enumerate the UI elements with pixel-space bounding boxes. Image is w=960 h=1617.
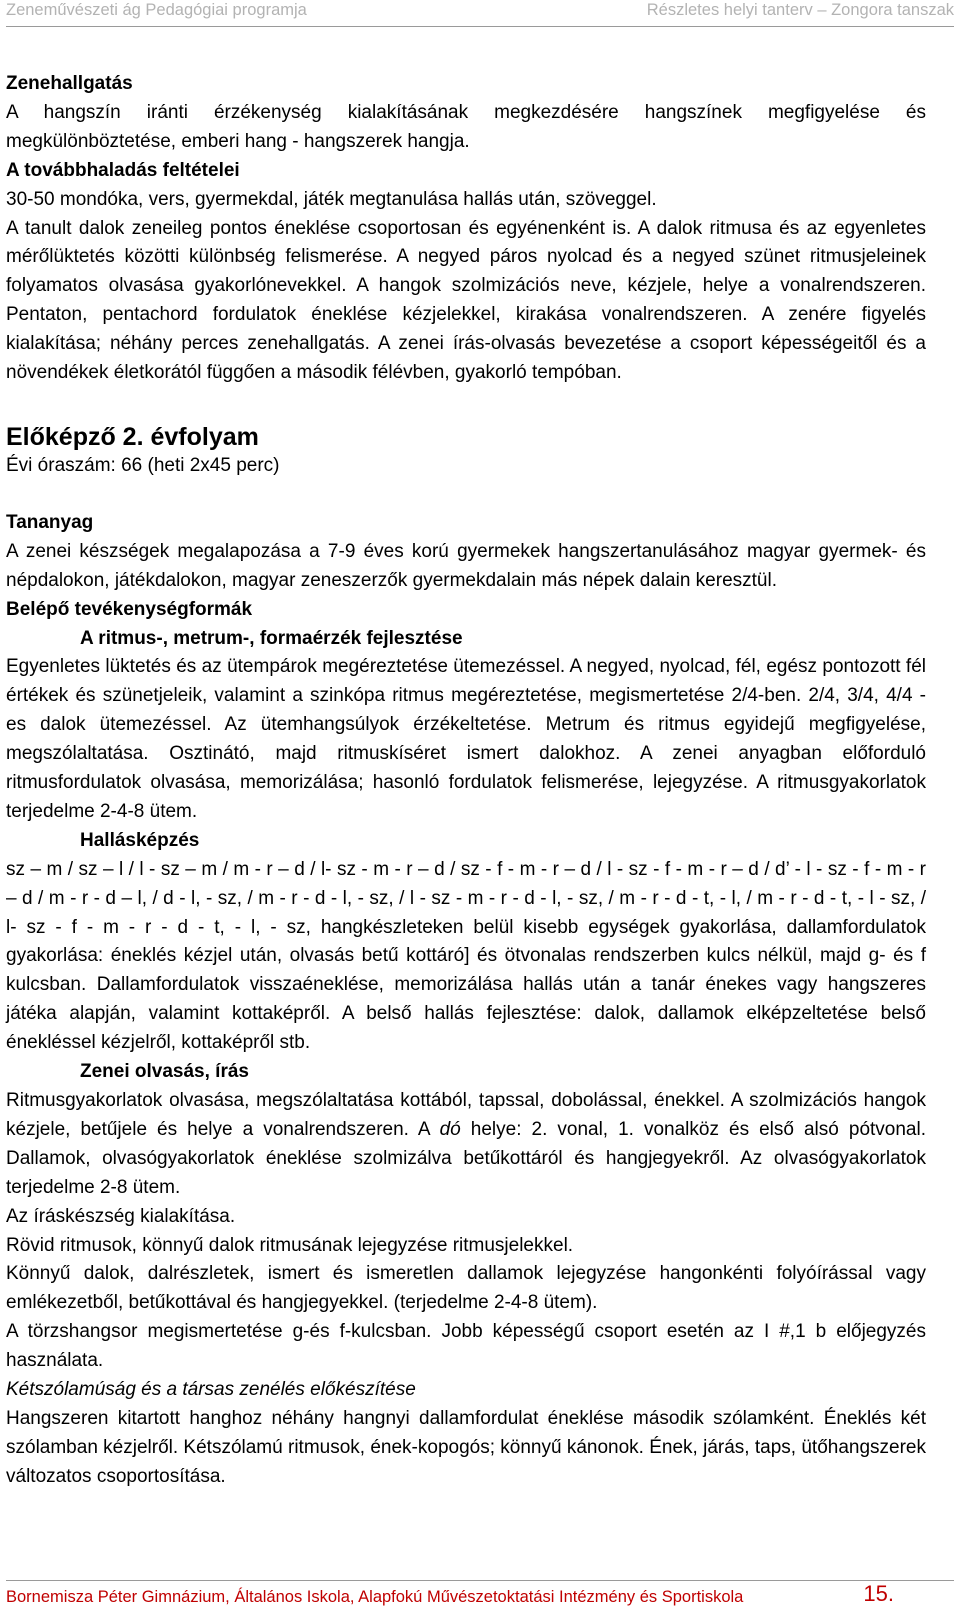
subheading-olvasas: Zenei olvasás, írás <box>80 1061 249 1083</box>
header-right-text: Részletes helyi tanterv – Zongora tanszak <box>646 1 954 19</box>
paragraph: 30-50 mondóka, vers, gyermekdal, játék megtanulása hallás után, szöveggel. <box>6 188 657 210</box>
paragraph: A hangszín iránti érzékenység kialakításának megkezdésére hangszínek megfigyelése és megkülönböztetése, emberi hang - hangszerek hangja. <box>6 101 926 152</box>
footer-institution: Bornemisza Péter Gimnázium, Általános Iskola, Alapfokú Művészetoktatási Intézmény és Sportiskola <box>6 1588 744 1606</box>
paragraph: A zenei készségek megalapozása a 7-9 éves korú gyermekek hangszertanulásához magyar gyermek- és népdalokon, játékdalokon, magyar zeneszerzők gyermekdalain más népek dalain keresztül. <box>6 540 926 591</box>
text-run: Ritmusgyakorlatok olvasása, megszólaltatása kottából, tapssal, dobolással, énekkel. A szolmizációs hangok kézjele, betűjele és helye a vonalrendszeren. A <box>6 1090 926 1140</box>
document-body <box>6 70 926 1492</box>
paragraph: Hangszeren kitartott hanghoz néhány hangnyi dallamfordulat éneklése második szólamként. Éneklés két szólamban kézjelről. Kétszólamú ritmusok, ének-kopogós; könnyű kánonok. Ének, járás, taps, ütőhangszerek változatos csoportosítása. <box>6 1407 926 1487</box>
section-title-grade: Előképző 2. évfolyam <box>6 422 259 451</box>
paragraph: sz – m / sz – l / l - sz – m / m - r – d / l- sz - m - r – d / sz - f - m - r – d / l - sz - f - m - r – d / d’ - l - sz - f - m - r – d / m - r - d – l, / d - l, - sz, / m - r - d - l, - sz, / l - sz - m - r - d - l, - sz, / m - r - d - t, - l, / m - r - d - t, - l - sz, / l- sz - f - m - r - d - t, - l, - sz, hangkészleteken belül kisebb egységek gyakorlása, dallamfordulatok gyakorlása: éneklés kézjel után, olvasás betű kottáró] és ötvonalas rendszerben kulcs nélkül, majd g- és f kulcsban. Dallamfordulatok visszaéneklése, memorizálása hallás után a tanár énekes vagy hangszeres játéka alapján, valamint kottaképről. A belső hallás fejlesztése: dalok, dallamok elképzeltetése belső énekléssel kézjelről, kottaképről stb. <box>6 858 926 1054</box>
text-run: helye: 2. vonal, 1. vonalköz és első alsó pótvonal. Dallamok, olvasógyakorlatok éneklése szolmizálva betűkottáról és hangjegyekről. Az olvasógyakorlatok terjedelme 2-8 ütem. <box>6 1118 926 1198</box>
subheading-tananyag: Tananyag <box>6 511 94 533</box>
page-header <box>6 0 954 27</box>
paragraph <box>6 1087 926 1203</box>
paragraph: A tanult dalok zeneileg pontos éneklése csoportosan és egyénenként is. A dalok ritmusa és az egyenletes mérőlüktetés közötti különbség felismerése. A negyed páros nyolcad és a negyed szünet ritmusjeleinek folyamatos olvasása gyakorlónevekkel. A hangok szolmizációs neve, kézjele, helye a vonalrendszeren. Pentaton, pentachord fordulatok éneklése kézjelekkel, kirakása vonalrendszeren. A zenére figyelés kialakítása; néhány perces zenehallgatás. A zenei írás-olvasás bevezetése a csoport képességeitől és a növendékek életkorától függően a második félévben, gyakorló tempóban. <box>6 217 926 384</box>
paragraph: Rövid ritmusok, könnyű dalok ritmusának lejegyzése ritmusjelekkel. <box>6 1234 574 1256</box>
paragraph: A törzshangsor megismertetése g-és f-kulcsban. Jobb képességű csoport esetén az I #,1 b előjegyzés használata. <box>6 1321 926 1372</box>
subheading-hallaskepzes: Hallásképzés <box>80 829 200 851</box>
text-run-italic: dó <box>439 1118 461 1140</box>
paragraph: Az íráskészség kialakítása. <box>6 1205 236 1227</box>
subheading-ketszolamusag: Kétszólamúság és a társas zenélés előkészítése <box>6 1379 416 1401</box>
subheading-ritmus: A ritmus-, metrum-, formaérzék fejlesztése <box>80 627 463 649</box>
section-title-zenehallgatas: Zenehallgatás <box>6 73 133 94</box>
paragraph: Könnyű dalok, dalrészletek, ismert és ismeretlen dallamok lejegyzése hangonkénti folyóírással vagy emlékezetből, betűkottával és hangjegyekkel. (terjedelme 2-4-8 ütem). <box>6 1263 926 1314</box>
header-left-text: Zeneművészeti ág Pedagógiai programja <box>6 1 307 19</box>
subheading-belepo: Belépő tevékenységformák <box>6 598 253 620</box>
page-footer <box>6 1580 954 1611</box>
hours-line: Évi óraszám: 66 (heti 2x45 perc) <box>6 454 280 476</box>
paragraph: Egyenletes lüktetés és az ütempárok megéreztetése ütemezéssel. A negyed, nyolcad, fél, egész pontozott fél értékek és szünetjeleik, valamint a szinkópa ritmus megéreztetése, megismertetése 2/4-ben. 2/4, 3/4, 4/4 - es dalok ütemezéssel. Az ütemhangsúlyok érzékeltetése. Metrum és ritmus egyidejű megfigyelése, megszólaltatása. Osztinátó, majd ritmuskíséret ismert dalokhoz. A zenei anyagban előforduló ritmusfordulatok olvasása, memorizálása; hasonló fordulatok felismerése, lejegyzése. A ritmusgyakorlatok terjedelme 2-4-8 ütem. <box>6 656 926 822</box>
subheading-requirements: A továbbhaladás feltételei <box>6 159 240 181</box>
page-number: 15. <box>863 1581 894 1606</box>
